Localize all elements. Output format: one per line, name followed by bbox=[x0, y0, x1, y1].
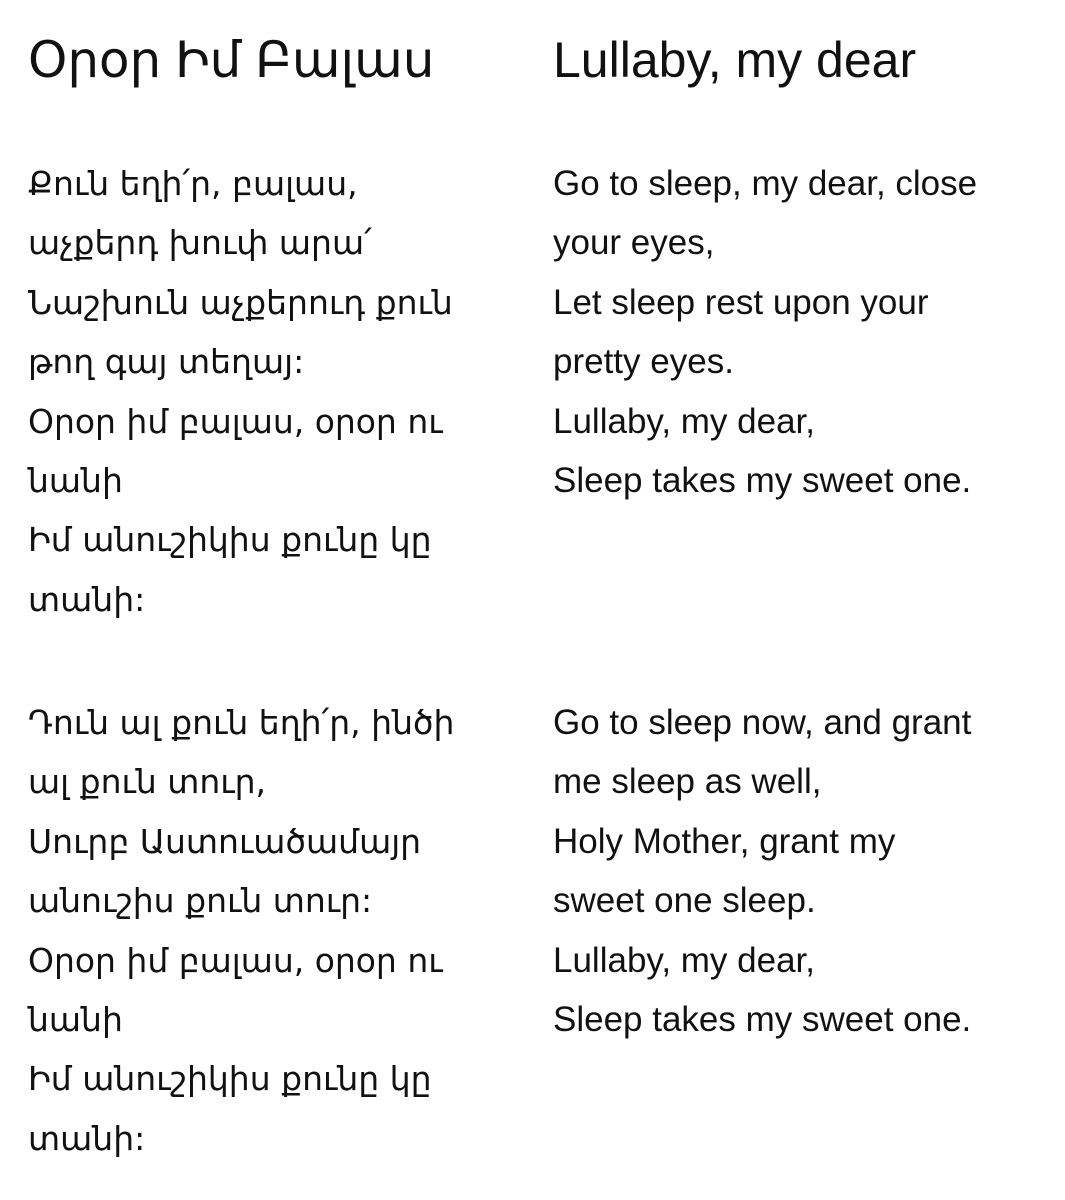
english-title: Lullaby, my dear bbox=[553, 32, 917, 88]
verse-line: թող գայ տեղայ: bbox=[28, 342, 305, 382]
verse-line: Քուն եղի՛ր, բալաս, bbox=[28, 164, 358, 203]
verse-line: Սուրբ Աստուածամայր bbox=[28, 821, 422, 861]
verse-line: sweet one sleep. bbox=[553, 881, 816, 921]
verse-line: Իմ անուշիկիս քունը կը bbox=[28, 520, 432, 560]
verse-line: Let sleep rest upon your bbox=[553, 282, 929, 322]
verse-line: Նաշխուն աչքերուդ քուն bbox=[28, 282, 453, 322]
verse-line: me sleep as well, bbox=[553, 762, 822, 802]
verse-line: pretty eyes. bbox=[553, 342, 734, 382]
verse-line: Դուն ալ քուն եղի՛ր, ինծի bbox=[28, 703, 455, 742]
verse-line: աչքերդ խուփ արա՛ bbox=[28, 223, 372, 263]
english-verse-2 bbox=[553, 693, 971, 1049]
verse-line: նանի bbox=[28, 460, 123, 500]
verse-line: Sleep takes my sweet one. bbox=[553, 999, 972, 1039]
verse-line: Go to sleep, my dear, close bbox=[553, 164, 978, 203]
verse-line: Go to sleep now, and grant bbox=[553, 703, 972, 742]
verse-line: Holy Mother, grant my bbox=[553, 821, 896, 861]
verse-line: նանի bbox=[28, 999, 123, 1039]
verse-line: Sleep takes my sweet one. bbox=[553, 460, 972, 500]
verse-line: տանի: bbox=[28, 579, 146, 619]
verse-line: տանի: bbox=[28, 1118, 146, 1158]
verse-line: Իմ անուշիկիս քունը կը bbox=[28, 1059, 432, 1099]
verse-line: your eyes, bbox=[553, 223, 715, 263]
armenian-verse-2 bbox=[28, 693, 454, 1168]
verse-line: ալ քուն տուր, bbox=[28, 762, 267, 802]
armenian-verse-1 bbox=[28, 154, 453, 629]
verse-line: անուշիս քուն տուր: bbox=[28, 881, 373, 921]
english-verse-1 bbox=[553, 154, 977, 510]
verse-line: Lullaby, my dear, bbox=[553, 401, 815, 441]
verse-line: Օրօր իմ բալաս, օրօր ու bbox=[28, 940, 443, 980]
verse-line: Lullaby, my dear, bbox=[553, 940, 815, 980]
armenian-title: Օրօր Իմ Բալաս bbox=[28, 32, 435, 88]
verse-line: Օրօր իմ բալաս, օրօր ու bbox=[28, 401, 443, 441]
